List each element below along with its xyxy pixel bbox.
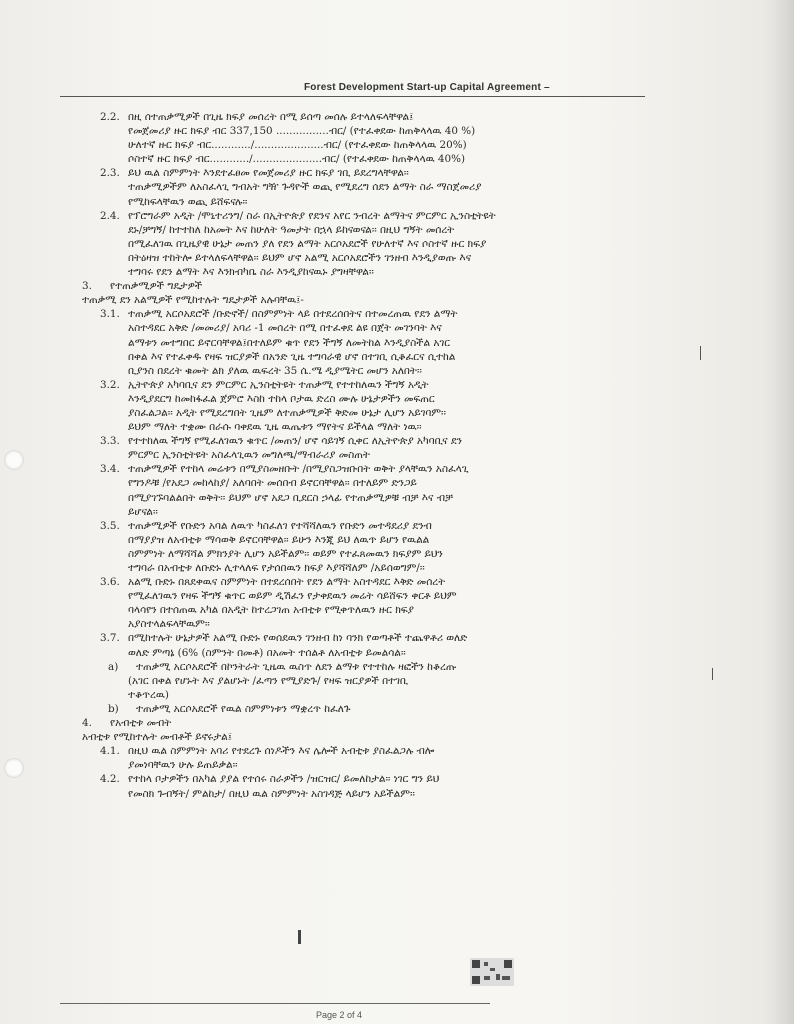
text-line — [82, 744, 656, 758]
clause-number: 3.6. — [100, 576, 120, 589]
text-line — [82, 406, 656, 420]
clause-text: ተጠቃሚ ደን አልሚዎች የሚከተሉት ግዴታዎች አሉባቸዉ፤- — [82, 294, 304, 307]
clause-text: አብቲቱ የሚከተሉት መብቶች ይኖሩታል፤ — [82, 731, 232, 744]
clause-text: ተግባራ በአብቲቱ ለቡድኑ ሊተላለፍ የታሰበዉን ክፍያ እያሻሻለም /አይሰወግም/፡፡ — [128, 562, 425, 574]
clause-text: አልሚ ቡድኑ በጸደቀዉና ስምምነት በተደረሰበት የደን ልማት አስተዳደር እቅድ መሰረት — [128, 576, 446, 589]
clause-text: የተጠቃሚዎች ግዴታዎች — [110, 280, 203, 293]
clause-number: 3. — [82, 280, 92, 293]
text-line — [82, 223, 656, 237]
text-line — [82, 533, 656, 547]
clause-text: ሁለተኛ ዙር ክፍያ ብር............/.....................ብር/ (የተፈቀደው ከጠቅላላዉ 20%) — [128, 139, 467, 152]
clause-text: ተጠቃሚ አርሶአደሮች የዉል ስምምነቱን ማቋረጥ ከፈለጉ — [136, 702, 351, 715]
text-line — [82, 476, 656, 490]
clause-text: ሶስተኛ ዙር ክፍያ ብር............/.....................ብር/ (የተፈቀደው ከጠቅላላዉ 40%) — [128, 153, 466, 166]
clause-text: ወለድ ምጣኔ (6% (ስምንት በመቶ) በአመት ተሰልቶ ለአብቲቱ ይመልሳል፡፡ — [128, 646, 406, 659]
text-line — [82, 758, 656, 772]
clause-text: ተጠቃሚ አርሶአደሮች በኮንትራት ጊዜዉ ዉስጥ ለደን ልማቱ የተተከሉ ዛፎችን ከቆረጡ — [136, 660, 457, 673]
clause-text: ይህ ዉል ስምምነት እንደተፈፀመ የመጀመሪያ ዙር ክፍያ ገቢ ይደረግላቸዋል፡፡ — [128, 167, 409, 180]
text-line — [82, 646, 656, 660]
page-edge-shadow — [772, 0, 794, 1024]
clause-text: የተተከለዉ ችግኝ የሚፈለገዉን ቁጥር /መጠን/ ሆኖ ሳይገኝ ሲቀር ለኢትዮጵያ አካባቢና ደን — [128, 435, 462, 448]
clause-number: 3.3. — [100, 435, 120, 448]
clause-text: በቀል እና የተፈቀዱ የዛፍ ዝርያዎች በአንድ ጊዜ ተግባራዊ ሆኖ በተገቢ ሲቆፈርና ሲተከል — [128, 350, 456, 363]
clause-number: 2.2. — [100, 111, 120, 123]
text-line — [82, 293, 656, 307]
text-line — [82, 561, 656, 575]
punch-hole-bottom — [4, 758, 24, 778]
clause-text: ስምምነት ለማሻሻል ምክንያት ሊሆን አይችልም፡፡ ወይም የተፈጸመዉን ክፍያም ይህን — [128, 547, 443, 560]
clause-text: በትዕዛዝ ተከትሎ ይተላለፍላቸዋል፡፡ ይህም ሆኖ አልሚ አርሶአደሮችን ገንዘብ እንዲያወጡ እና — [128, 251, 472, 264]
text-line — [82, 448, 656, 462]
text-line — [82, 251, 656, 265]
clause-text: ተቆጥረዉ) — [128, 688, 169, 701]
clause-text: ተጠቃሚዎች የተከላ መሬቱን በሚያስመዘቡት /በሚያስጋዝቡበት ወቅት ያላቸዉን አስፈላጊ — [128, 463, 469, 476]
text-line — [82, 547, 656, 561]
clause-text: ተግባሩ የደን ልማት እና እንክብካቤ ስራ እንዲያከናዉኑ ያግዛቸዋል፡፡ — [128, 266, 374, 279]
clause-text: ኢትዮጵያ አካባቢና ደን ምርምር ኢንስቲትዩት ተጠቃሚ የተተከለዉን ችግኝ አዲት — [128, 378, 429, 391]
text-line — [82, 336, 656, 350]
clause-text: ደኑ/ቻግኝ/ ከተተከለ ከአመት እና ከሁለት ዓመታት በኋላ ይከናወናል፡፡ በዚህ ግኝት መሰረት — [128, 223, 455, 236]
text-line — [82, 702, 656, 716]
clause-text: ቢያንስ በደረት ቁመት ልክ ያለዉ ዉፍረት 35 ሴ.ሜ ዲያሜትር መሆን አለበት፡፡ — [128, 364, 422, 377]
clause-number: 4.2. — [100, 773, 120, 786]
text-line — [82, 110, 656, 124]
page-number: Page 2 of 4 — [316, 1010, 363, 1020]
clause-text: ተጠቃሚ አርሶአደሮች /ቡድኖች/ በስምምነት ላይ በተደረሰበትና በተመረጠዉ የደን ልማት — [128, 308, 458, 321]
clause-number: 3.7. — [100, 632, 120, 645]
clause-text: በዚህ ዉል ስምምነት አባሪ የተደረጉ ሰነዶችን እና ሌሎች አብቲቱ ያስፈልጋሉ ብሎ — [128, 745, 435, 758]
qr-code-icon — [470, 958, 514, 986]
text-line — [82, 434, 656, 448]
clause-number: 2.3. — [100, 167, 120, 180]
clause-text: የተከላ ቦታዎችን በአካል ያያል የተሰሩ ስራዎችን /ዝርዝር/ ይመለከታል፡፡ ነገር ግን ይህ — [128, 773, 440, 786]
text-line — [82, 519, 656, 533]
text-line — [82, 420, 656, 434]
text-line — [82, 138, 656, 152]
clause-text: ተጠቃሚዎችም ለአስፈላጊ ግብአት ግዥ ጉዳዮች ወጪ የሚደረግ ሰደን ልማት ስራ ማስጀመሪያ — [128, 181, 482, 194]
clause-text: ይህም ማለት ተቋሙ በራሱ ባቀደዉ ጊዜ ዉጤቱን ማየትና ይችላል ማለት ነዉ፡፡ — [128, 421, 422, 434]
clause-number: b) — [108, 702, 119, 715]
text-line — [82, 730, 656, 744]
clause-text: ያመነባቸዉን ሁሉ ይጠይቃል፡፡ — [128, 759, 238, 772]
clause-number: 3.4. — [100, 463, 120, 476]
text-line — [82, 350, 656, 364]
text-line — [82, 688, 656, 702]
clause-text: የመጀመሪያ ዙር ክፍያ ብር 337,150 ................ብር/ (የተፈቀደው ከጠቅላላዉ 40 %) — [128, 125, 476, 138]
clause-text: በሚያገኙባልልበት ወቅት፡፡ ይህም ሆኖ አደጋ ቢደርስ ኃላፊ የተጠቃሚዎቹ ብቻ እና ብቻ — [128, 491, 453, 504]
punch-hole-top — [4, 450, 24, 470]
text-line — [82, 265, 656, 279]
clause-text: አያስተላልፍላቸዉም፡፡ — [128, 618, 210, 631]
clause-text: ይሆናል፡፡ — [128, 505, 158, 518]
text-line — [82, 392, 656, 406]
clause-text: ተጠቃሚዎች የቡድን አባል ለዉጥ ካስፈለገ የተሻሻለዉን የቡድን መተዳደሪያ ደንብ — [128, 519, 432, 532]
text-line — [82, 307, 656, 321]
text-line — [82, 237, 656, 251]
clause-number: 3.2. — [100, 378, 120, 391]
text-line — [82, 462, 656, 476]
text-line — [82, 603, 656, 617]
text-line — [82, 505, 656, 519]
clause-number: 3.5. — [100, 519, 120, 532]
pen-mark — [298, 930, 301, 944]
header-rule — [60, 96, 645, 97]
text-line — [82, 195, 656, 209]
text-line — [82, 378, 656, 392]
text-line — [82, 575, 656, 589]
clause-text: የመስክ ጉብኝት/ ምልከታ/ በዚህ ዉል ስምምነት አስገዳጅ ላይሆን አይችልም፡፡ — [128, 787, 415, 800]
clause-text: ያስፈልጋል፡፡ አዲት የሚደረግበት ጊዜም ለተጠቃሚዎች ቅድመ ሁኔታ ሊሆን አይገባም፡፡ — [128, 406, 446, 419]
clause-text: በማያያዝ ለአብቲቱ ማሳወቅ ይኖርባቸዋል፡፡ ይሁን እንጂ ይህ ለዉጥ ይሆን የዉልል — [128, 533, 430, 546]
clause-text: (አገር በቀል የሆኑት እና ያልሆኑት /ፈጣን የሚያድጉ/ የዛፍ ዝርያዎች በተገቢ — [128, 674, 409, 687]
clause-number: a) — [108, 660, 119, 673]
clause-text: የአብቲቱ መብት — [110, 717, 172, 730]
text-line — [82, 787, 656, 801]
text-line — [82, 772, 656, 786]
text-line — [82, 491, 656, 505]
clause-text: የሚፈለገዉን የዛፍ ችግኝ ቁጥር ወይም ዲሽፈን የታቀደዉን መሬት ሳይሸፍን ቀርቶ ይህም — [128, 590, 457, 603]
clause-text: በዚ ሰተጠቃሚዎች በጊዜ ክፍያ መሰረት በሚ ይሰጣ መሰሉ ይተላለፍላቸዋል፤ — [128, 111, 414, 123]
document-body — [82, 110, 656, 801]
clause-text: ባላሳየን በተሰጠዉ አካል በአዲት ከተረጋገጠ አብቲቱ የሚቀጥለዉን ዙር ክፍያ — [128, 604, 414, 617]
margin-mark — [700, 346, 701, 360]
clause-text: የፕሮግራም አዲት /ሞኒተሪንግ/ ስራ በኢትዮጵያ የደንና አየር ንብረት ልማትና ምርምር ኢንስቲትዩት — [128, 209, 496, 222]
text-line — [82, 152, 656, 166]
running-header: Forest Development Start-up Capital Agreement – — [304, 82, 550, 93]
footer-rule — [60, 1003, 490, 1004]
text-line — [82, 279, 656, 293]
text-line — [82, 589, 656, 603]
clause-text: ምርምር ኢንስቲትዩት አስፈላጊዉን መግለጫ/ማብራሪያ መስጠት — [128, 449, 370, 462]
text-line — [82, 180, 656, 194]
clause-number: 4. — [82, 717, 92, 730]
clause-text: አስተዳደር አቅድ /መመሪያ/ አባሪ -1 መሰረት በሚ በተፈቀደ ልዩ በጀት መገንባት እና — [128, 322, 442, 335]
text-line — [82, 364, 656, 378]
text-line — [82, 674, 656, 688]
text-line — [82, 716, 656, 730]
clause-number: 4.1. — [100, 745, 120, 758]
text-line — [82, 166, 656, 180]
clause-number: 3.1. — [100, 308, 120, 321]
margin-mark — [712, 668, 713, 680]
text-line — [82, 321, 656, 335]
text-line — [82, 209, 656, 223]
clause-number: 2.4. — [100, 209, 120, 222]
clause-text: በሚፈለገዉ በጊዜያዊ ሁኔታ መጠን ያለ የደን ልማት አርሶአደሮች የሁለተኛ እና ሶስተኛ ዙር ክፍያ — [128, 237, 487, 250]
text-line — [82, 631, 656, 645]
text-line — [82, 124, 656, 138]
clause-text: የሚከፍላቸዉን ወጪ ይሸፍናሉ፡፡ — [128, 195, 248, 208]
clause-text: በሚከተሉት ሁኔታዎች አልሚ ቡድኑ የወሰደዉን ገንዘብ ከነ ባንክ የወጣቶች ተጨዋቶሪ ወለድ — [128, 632, 468, 645]
clause-text: እንዲያደርግ ከመከፋፈል ጀምሮ እስከ ተከላ ቦታዉ ድረስ ሙሉ ሁኔታዎችን መፍጠር — [128, 392, 435, 405]
clause-text: የግንዶቹ /የአደጋ መከላከያ/ አለባበት መሰበብ ይኖርባቸዋል፡፡ በተለይም ድንጋይ — [128, 477, 417, 490]
text-line — [82, 617, 656, 631]
clause-text: ልማቱን መተግበር ይኖርባቸዋል፤በተለይም ቁጥ የደን ችግኝ ለመትከል እንዲያስችል አገር — [128, 336, 450, 349]
text-line — [82, 660, 656, 674]
